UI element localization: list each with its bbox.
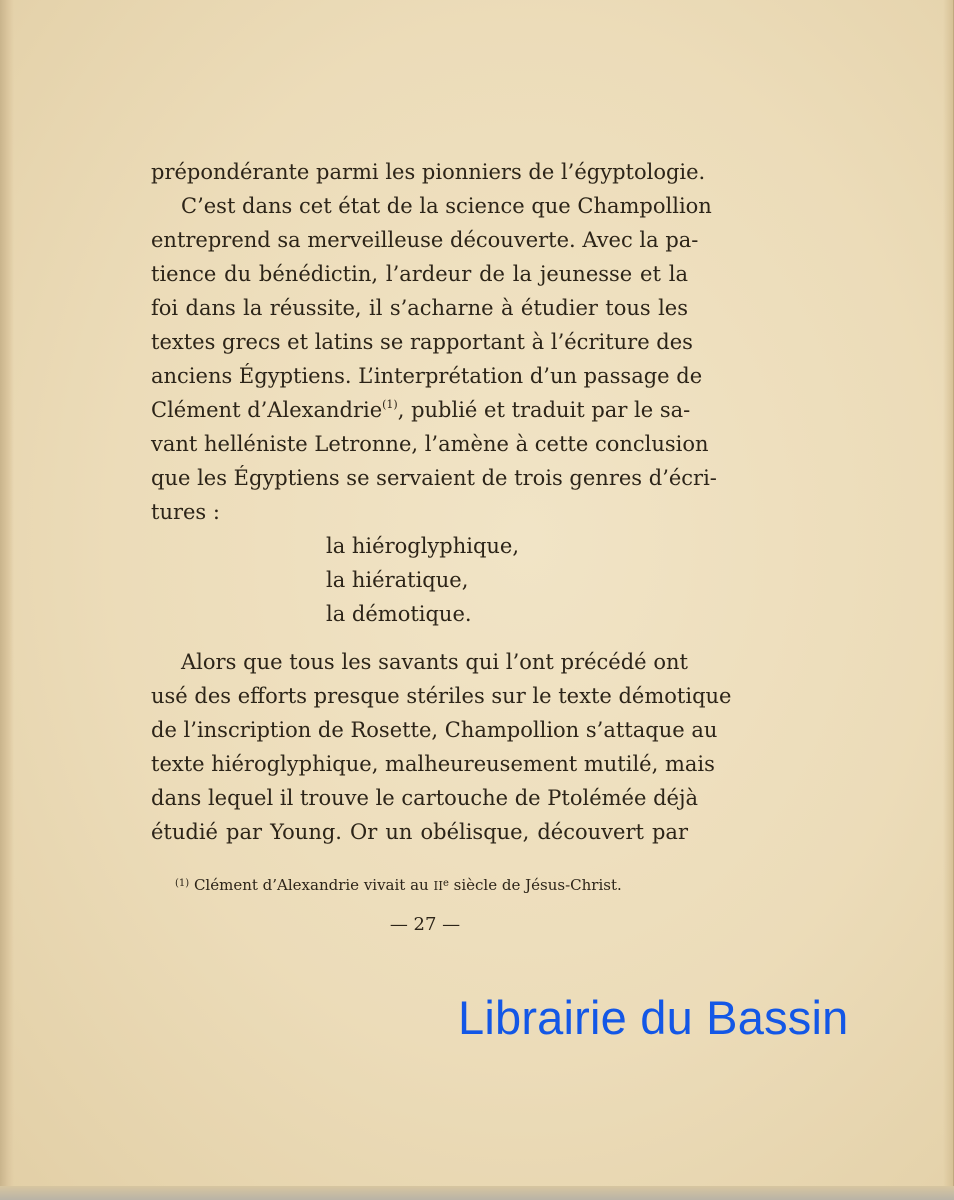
body-text xyxy=(151,155,732,849)
text-line: que les Égyptiens se servaient de trois genres d’écri- xyxy=(151,466,717,490)
text-line: étudié par Young. Or un obélisque, découvert par xyxy=(151,820,688,844)
page-number: — 27 — xyxy=(389,914,461,935)
text-line: Alors que tous les savants qui l’ont précédé ont xyxy=(181,650,688,674)
writing-type-item: la hiératique, xyxy=(326,568,469,592)
footnote-century: II xyxy=(433,879,443,893)
footnote-century-sup: e xyxy=(442,878,449,889)
text-line: tience du bénédictin, l’ardeur de la jeunesse et la xyxy=(151,262,688,286)
page-bottom-edge xyxy=(0,1186,954,1200)
text-line: C’est dans cet état de la science que Champollion xyxy=(181,194,712,218)
text-line: tures : xyxy=(151,500,220,524)
text-line: vant helléniste Letronne, l’amène à cette conclusion xyxy=(151,432,709,456)
page-right-edge xyxy=(943,0,954,1200)
footnote-text-after: siècle de Jésus-Christ. xyxy=(448,876,622,894)
text-line: usé des efforts presque stériles sur le texte démotique xyxy=(151,684,732,708)
clement-text: Clément d’Alexandrie xyxy=(151,398,383,422)
text-line: prépondérante parmi les pionniers de l’égyptologie. xyxy=(151,160,706,184)
page-spine-shadow xyxy=(0,0,14,1200)
footnote-reference: (1) xyxy=(382,398,398,411)
text-line: textes grecs et latins se rapportant à l’écriture des xyxy=(151,330,693,354)
paragraph-gap xyxy=(151,631,688,645)
footnote xyxy=(175,876,695,894)
footnote-marker: (1) xyxy=(175,878,190,889)
text-line: foi dans la réussite, il s’acharne à étudier tous les xyxy=(151,296,688,320)
watermark-text: Librairie du Bassin xyxy=(458,991,849,1044)
text-line-with-footnote-ref xyxy=(151,393,691,427)
clement-text-after: , publié et traduit par le sa- xyxy=(397,398,691,422)
writing-type-item: la démotique. xyxy=(326,602,472,626)
text-line: entreprend sa merveilleuse découverte. Avec la pa- xyxy=(151,228,699,252)
writing-type-item: la hiéroglyphique, xyxy=(326,534,520,558)
text-line: texte hiéroglyphique, malheureusement mutilé, mais xyxy=(151,752,715,776)
footnote-text-before: Clément d’Alexandrie vivait au xyxy=(193,876,434,894)
text-line: de l’inscription de Rosette, Champollion s’attaque au xyxy=(151,718,718,742)
text-line: dans lequel il trouve le cartouche de Ptolémée déjà xyxy=(151,786,698,810)
text-line: anciens Égyptiens. L’interprétation d’un passage de xyxy=(151,364,703,388)
